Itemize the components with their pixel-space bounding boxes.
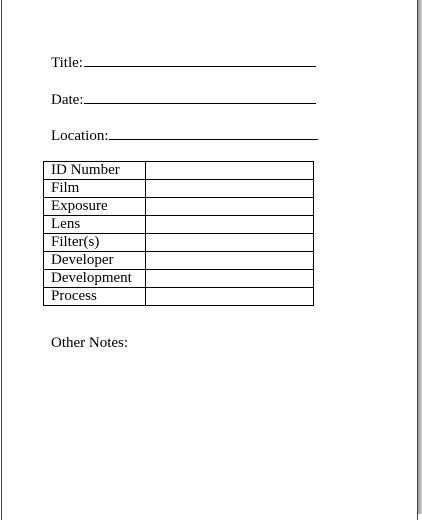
row-label-filters: Filter(s) <box>44 234 146 252</box>
row-value-process[interactable] <box>146 288 314 306</box>
row-value-developer[interactable] <box>146 252 314 270</box>
row-value-film[interactable] <box>146 180 314 198</box>
film-log-table <box>43 161 314 306</box>
page-shadow <box>418 0 422 514</box>
row-value-filters[interactable] <box>146 234 314 252</box>
row-label-process: Process <box>44 288 146 306</box>
title-blank-line[interactable] <box>84 52 316 67</box>
row-label-developer: Developer <box>44 252 146 270</box>
row-label-development: Development <box>44 270 146 288</box>
table-row <box>44 198 314 216</box>
table-row <box>44 162 314 180</box>
row-value-id-number[interactable] <box>146 162 314 180</box>
table-row <box>44 234 314 252</box>
other-notes-label: Other Notes: <box>51 335 129 351</box>
row-value-exposure[interactable] <box>146 198 314 216</box>
table-row <box>44 270 314 288</box>
title-field <box>51 52 316 72</box>
table-row <box>44 288 314 306</box>
location-blank-line[interactable] <box>109 125 318 140</box>
row-label-id-number: ID Number <box>44 162 146 180</box>
date-field <box>51 89 316 109</box>
date-blank-line[interactable] <box>84 89 316 104</box>
row-label-lens: Lens <box>44 216 146 234</box>
table-row <box>44 252 314 270</box>
row-value-development[interactable] <box>146 270 314 288</box>
location-label: Location: <box>51 128 109 144</box>
date-label: Date: <box>51 92 84 108</box>
table-row <box>44 216 314 234</box>
row-label-film: Film <box>44 180 146 198</box>
location-field <box>51 125 318 145</box>
table-row <box>44 180 314 198</box>
row-label-exposure: Exposure <box>44 198 146 216</box>
row-value-lens[interactable] <box>146 216 314 234</box>
title-label: Title: <box>51 55 83 71</box>
